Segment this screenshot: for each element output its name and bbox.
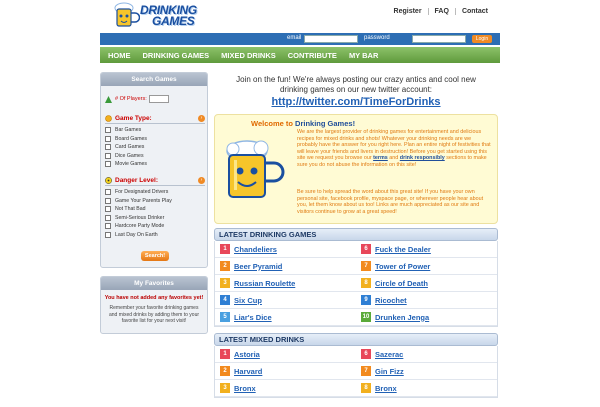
players-row: [105, 95, 169, 103]
checkbox[interactable]: [105, 161, 111, 167]
welcome-title: [251, 119, 355, 128]
game-type-group: [105, 113, 205, 169]
twitter-link[interactable]: http://twitter.com/TimeForDrinks: [271, 96, 441, 108]
password-field[interactable]: [412, 35, 466, 43]
checkbox-row[interactable]: [105, 135, 205, 144]
list-item[interactable]: [215, 278, 356, 288]
checkbox-row[interactable]: [105, 188, 205, 197]
item-link[interactable]: Bronx: [375, 383, 397, 393]
players-icon: [105, 96, 112, 103]
drink-responsibly-link[interactable]: drink responsibly: [399, 155, 445, 161]
list-item[interactable]: [215, 366, 356, 376]
list-item[interactable]: [215, 349, 356, 359]
checkbox-label: Dice Games: [115, 152, 144, 159]
item-link[interactable]: Tower of Power: [375, 261, 431, 271]
checkbox[interactable]: [105, 223, 111, 229]
rank-badge: 7: [361, 261, 371, 271]
checkbox-label: Game Your Parents Play: [115, 197, 172, 204]
list-row: [215, 380, 497, 397]
welcome-text-b: and: [389, 155, 399, 161]
rank-badge: 6: [361, 349, 371, 359]
item-link[interactable]: Six Cup: [234, 295, 262, 305]
list-row: [215, 309, 497, 326]
nav-home[interactable]: HOME: [108, 50, 131, 60]
item-link[interactable]: Gin Fizz: [375, 366, 404, 376]
players-input[interactable]: [149, 95, 169, 103]
item-link[interactable]: Drunken Jenga: [375, 312, 430, 322]
list-row: [215, 346, 497, 363]
danger-level-title: Danger Level:: [115, 176, 158, 184]
game-type-icon: [105, 115, 112, 122]
list-item[interactable]: [215, 244, 356, 254]
password-label: password: [364, 35, 390, 41]
checkbox-row[interactable]: [105, 160, 205, 169]
rank-badge: 3: [220, 383, 230, 393]
rank-badge: 9: [361, 295, 371, 305]
favorites-empty-message: You have not added any favorites yet!: [104, 295, 204, 301]
checkbox-row[interactable]: [105, 205, 205, 214]
list-row: [215, 363, 497, 380]
list-item[interactable]: [215, 383, 356, 393]
checkbox-label: Board Games: [115, 135, 148, 142]
list-row: [215, 258, 497, 275]
nav-mixed-drinks[interactable]: MIXED DRINKS: [221, 50, 276, 60]
checkbox-row[interactable]: [105, 214, 205, 223]
item-link[interactable]: Bronx: [234, 383, 256, 393]
item-link[interactable]: Ricochet: [375, 295, 407, 305]
rank-badge: 6: [361, 244, 371, 254]
checkbox-label: Bar Games: [115, 127, 142, 134]
list-item[interactable]: [356, 312, 497, 322]
rank-badge: 5: [220, 312, 230, 322]
site-logo[interactable]: [114, 2, 214, 30]
search-button[interactable]: Search!: [141, 251, 169, 261]
danger-level-header[interactable]: [105, 175, 205, 185]
latest-games-list: [214, 241, 498, 327]
item-link[interactable]: Chandeliers: [234, 244, 277, 254]
checkbox-label: Last Day On Earth: [115, 231, 158, 238]
nav-my-bar[interactable]: MY BAR: [348, 50, 379, 60]
announcement-text: Join on the fun! We're always posting our crazy antics and cool new drinking games on our new twitter account:: [236, 75, 476, 94]
list-item[interactable]: [356, 261, 497, 271]
rank-badge: 8: [361, 383, 371, 393]
danger-level-group: [105, 175, 205, 239]
list-item[interactable]: [356, 366, 497, 376]
checkbox-label: For Designated Drivers: [115, 189, 169, 196]
item-link[interactable]: Harvard: [234, 366, 263, 376]
site-header: [100, 0, 500, 30]
checkbox-label: Semi-Serious Drinker: [115, 214, 165, 221]
login-bar: [100, 33, 500, 45]
favorites-panel: [100, 276, 208, 334]
item-link[interactable]: Beer Pyramid: [234, 261, 283, 271]
welcome-site-name: Drinking Games!: [295, 119, 356, 128]
checkbox[interactable]: [105, 136, 111, 142]
checkbox-row[interactable]: [105, 197, 205, 206]
logo-text-secondary: GAMES: [152, 14, 195, 28]
danger-level-options: [105, 185, 205, 239]
checkbox[interactable]: [105, 153, 111, 159]
rank-badge: 7: [361, 366, 371, 376]
checkbox-row[interactable]: [105, 152, 205, 161]
rank-badge: 1: [220, 349, 230, 359]
latest-drinks-title: LATEST MIXED DRINKS: [214, 333, 498, 346]
game-type-header[interactable]: [105, 113, 205, 123]
register-link[interactable]: Register: [393, 8, 422, 15]
faq-link[interactable]: FAQ: [428, 8, 455, 15]
list-item[interactable]: [215, 312, 356, 322]
rank-badge: 1: [220, 244, 230, 254]
item-link[interactable]: Fuck the Dealer: [375, 244, 431, 254]
checkbox-row[interactable]: [105, 143, 205, 152]
list-item[interactable]: [215, 295, 356, 305]
welcome-prefix: Welcome to: [251, 119, 293, 128]
checkbox[interactable]: [105, 127, 111, 133]
checkbox-label: Movie Games: [115, 161, 147, 168]
checkbox-row[interactable]: [105, 222, 205, 231]
list-item[interactable]: [215, 261, 356, 271]
rank-badge: 3: [220, 278, 230, 288]
collapse-arrow-icon[interactable]: ›: [198, 177, 205, 184]
checkbox[interactable]: [105, 206, 111, 212]
sidebar: [100, 72, 208, 334]
checkbox-row[interactable]: [105, 231, 205, 240]
rank-badge: 2: [220, 261, 230, 271]
rank-badge: 2: [220, 366, 230, 376]
collapse-arrow-icon[interactable]: ›: [198, 115, 205, 122]
list-row: [215, 275, 497, 292]
spread-word-paragraph: Be sure to help spread the word about this great site! If you have your own personal site, facebook profile, myspace page, or wherever people hear about you, let them know about us too! Links are much appreciated as our site and visitors continue to grow at a great speed!: [297, 189, 484, 215]
login-button[interactable]: Login: [472, 35, 492, 43]
checkbox[interactable]: [105, 198, 111, 204]
item-link[interactable]: Sazerac: [375, 349, 404, 359]
beer-mug-icon: [114, 2, 140, 29]
list-item[interactable]: [356, 278, 497, 288]
list-item[interactable]: [356, 244, 497, 254]
checkbox-label: Not That Bad: [115, 206, 146, 213]
checkbox-label: Card Games: [115, 144, 145, 151]
list-item[interactable]: [356, 383, 497, 393]
rank-badge: 4: [220, 295, 230, 305]
checkbox[interactable]: [105, 144, 111, 150]
radiation-icon: [105, 177, 112, 184]
item-link[interactable]: Circle of Death: [375, 278, 428, 288]
contact-link[interactable]: Contact: [455, 8, 494, 15]
list-item[interactable]: [356, 295, 497, 305]
nav-contribute[interactable]: CONTRIBUTE: [287, 50, 337, 60]
latest-drinks-list: [214, 346, 498, 398]
top-links: [388, 8, 494, 15]
welcome-panel: [214, 114, 498, 224]
players-label: # Of Players:: [115, 96, 147, 102]
email-field[interactable]: [304, 35, 358, 43]
main-content: [212, 72, 500, 398]
welcome-text-c: sections to make sure you do not abuse the information on this site!: [297, 155, 487, 168]
list-row: [215, 241, 497, 258]
main-nav: [100, 47, 500, 63]
checkbox[interactable]: [105, 215, 111, 221]
email-label: email: [287, 35, 302, 41]
nav-drinking-games[interactable]: DRINKING GAMES: [142, 50, 210, 60]
search-games-panel: [100, 72, 208, 268]
rank-badge: 10: [362, 314, 370, 320]
latest-games-title: LATEST DRINKING GAMES: [214, 228, 498, 241]
item-link[interactable]: Astoria: [234, 349, 260, 359]
beer-mug-mascot-icon: [223, 139, 289, 201]
item-link[interactable]: Russian Roulette: [234, 278, 296, 288]
welcome-paragraph: [297, 129, 493, 168]
twitter-announcement: [212, 72, 500, 108]
game-type-title: Game Type:: [115, 114, 152, 122]
item-link[interactable]: Liar's Dice: [234, 312, 272, 322]
favorites-title: My Favorites: [101, 277, 207, 290]
welcome-text-a: We are the largest provider of drinking games for entertainment and delicious recipes for mixed drinks and shots! Whatever your drinking needs are we probably have the answer for you right here. Plan an entire night of festivities that will leave your friends and livers in destruction! Before you get started using this site we request you browse our: [297, 129, 491, 161]
game-type-options: [105, 123, 205, 169]
checkbox[interactable]: [105, 189, 111, 195]
search-games-title: Search Games: [101, 73, 207, 86]
rank-badge: 8: [361, 278, 371, 288]
logo-text: DRINKING: [140, 3, 197, 17]
favorites-description: Remember your favorite drinking games and mixed drinks by adding them to your favorite list for your next visit!: [108, 305, 200, 324]
checkbox-label: Hardcore Party Mode: [115, 223, 165, 230]
checkbox[interactable]: [105, 232, 111, 238]
checkbox-row[interactable]: [105, 126, 205, 135]
list-item[interactable]: [356, 349, 497, 359]
list-row: [215, 292, 497, 309]
terms-link[interactable]: terms: [373, 155, 388, 161]
